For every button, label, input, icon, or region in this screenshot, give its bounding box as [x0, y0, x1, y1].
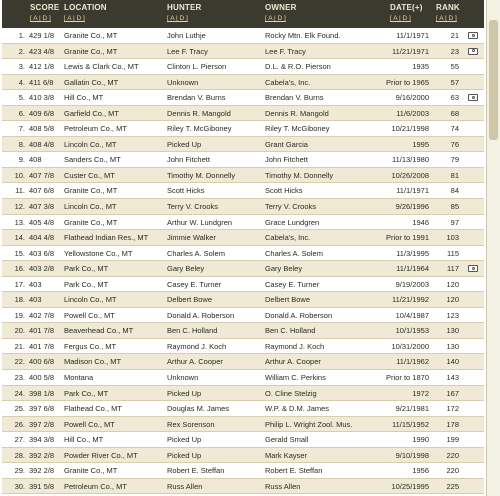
row-number: 26. — [14, 419, 25, 429]
table-header — [2, 0, 484, 28]
row-photo-slot — [466, 152, 480, 167]
row-photo-slot — [466, 354, 480, 369]
row-date: 11/6/2003 — [396, 108, 429, 118]
row-location: Garfield Co., MT — [64, 108, 120, 118]
row-owner: Brendan V. Burns — [265, 93, 324, 103]
row-date: Prior to 1870 — [386, 373, 429, 383]
row-score: 423 4/8 — [29, 46, 55, 56]
row-score: 412 1/8 — [29, 62, 55, 72]
row-number: 22. — [14, 357, 25, 367]
row-date: 1995 — [412, 139, 429, 149]
row-hunter: Charles A. Solem — [167, 248, 225, 258]
table-row[interactable] — [2, 479, 484, 495]
row-hunter: Lee F. Tracy — [167, 46, 208, 56]
row-photo-slot — [466, 339, 480, 354]
row-score: 398 1/8 — [29, 388, 55, 398]
row-date: 10/4/1987 — [395, 310, 429, 320]
row-date: 11/21/1992 — [392, 295, 429, 305]
row-location: Beaverhead Co., MT — [64, 326, 134, 336]
row-owner: W.P. & D.M. James — [265, 404, 330, 414]
row-score: 403 — [29, 295, 42, 305]
table-row[interactable] — [2, 463, 484, 479]
row-location: Custer Co., MT — [64, 170, 115, 180]
row-score: 392 2/8 — [29, 466, 55, 476]
row-score: 401 7/8 — [29, 341, 55, 351]
row-location: Flathead Co., MT — [64, 404, 122, 414]
table-row[interactable] — [2, 199, 484, 215]
row-score: 408 4/8 — [29, 139, 55, 149]
row-date: 9/21/1981 — [395, 404, 429, 414]
row-owner: John Fitchett — [265, 155, 308, 165]
row-photo-slot — [466, 230, 480, 245]
row-date: 10/26/2008 — [391, 170, 429, 180]
row-photo-slot — [466, 432, 480, 447]
table-row[interactable] — [2, 121, 484, 137]
row-location: Montana — [64, 373, 94, 383]
row-rank: 130 — [446, 326, 459, 336]
row-hunter: Dennis R. Mangold — [167, 108, 231, 118]
row-number: 5. — [18, 93, 25, 103]
table-row[interactable] — [2, 59, 484, 75]
row-date: 10/31/2000 — [391, 341, 429, 351]
row-hunter: Scott Hicks — [167, 186, 205, 196]
row-number: 21. — [14, 341, 25, 351]
row-score: 403 2/8 — [29, 264, 55, 274]
table-row[interactable] — [2, 90, 484, 106]
table-row[interactable] — [2, 277, 484, 293]
row-hunter: Picked Up — [167, 435, 202, 445]
row-number: 15. — [14, 248, 25, 258]
row-hunter: Gary Beley — [167, 264, 205, 274]
row-date: 1972 — [412, 388, 429, 398]
row-photo-slot — [466, 370, 480, 385]
row-date: 11/1/1971 — [396, 31, 429, 40]
row-score: 409 6/8 — [29, 108, 55, 118]
row-date: 11/15/1952 — [392, 419, 429, 429]
row-number: 2. — [18, 46, 25, 56]
row-date: 11/21/1971 — [392, 46, 429, 56]
row-rank: 84 — [450, 186, 459, 196]
row-rank: 103 — [446, 233, 459, 243]
row-hunter: John Fitchett — [167, 155, 210, 165]
table-row[interactable] — [2, 354, 484, 370]
sort-hunter[interactable] — [167, 15, 188, 22]
row-owner: Donald A. Roberson — [265, 310, 333, 320]
row-location: Gallatin Co., MT — [64, 77, 119, 87]
row-hunter: Picked Up — [167, 388, 202, 398]
row-owner: Terry V. Crooks — [265, 202, 316, 212]
row-number: 10. — [14, 170, 25, 180]
row-photo-slot[interactable] — [466, 90, 480, 105]
row-photo-slot — [466, 137, 480, 152]
sort-score-link[interactable]: [ A | D ] — [30, 15, 51, 22]
row-rank: 130 — [446, 341, 459, 351]
row-owner: William C. Perkins — [265, 373, 326, 383]
row-hunter: Unknown — [167, 373, 199, 383]
row-photo-slot — [466, 386, 480, 401]
row-number: 18. — [14, 295, 25, 305]
row-date: 1935 — [412, 62, 429, 72]
row-hunter: Timothy M. Donnelly — [167, 170, 236, 180]
row-number: 11. — [15, 186, 25, 196]
table-row[interactable] — [2, 230, 484, 246]
row-owner: Raymond J. Koch — [265, 341, 325, 351]
row-rank: 178 — [446, 419, 459, 429]
row-photo-slot — [466, 183, 480, 198]
row-rank: 115 — [447, 248, 459, 258]
row-hunter: Rex Sorenson — [167, 419, 215, 429]
row-hunter: Ben C. Holland — [167, 326, 218, 336]
row-number: 12. — [14, 202, 25, 212]
table-row[interactable] — [2, 168, 484, 184]
row-location: Petroleum Co., MT — [64, 124, 127, 134]
row-date: 9/16/2000 — [395, 93, 429, 103]
table-row[interactable] — [2, 323, 484, 339]
row-hunter: Raymond J. Koch — [167, 341, 227, 351]
row-hunter: Casey E. Turner — [167, 279, 222, 289]
row-hunter: John Luthje — [167, 31, 206, 40]
row-location: Fergus Co., MT — [64, 341, 117, 351]
row-photo-slot — [466, 215, 480, 230]
scrollbar-thumb[interactable] — [489, 20, 498, 140]
row-location: Lewis & Clark Co., MT — [64, 62, 139, 72]
row-number: 3. — [18, 62, 25, 72]
row-number: 8. — [18, 139, 25, 149]
row-number: 29. — [14, 466, 25, 476]
row-location: Granite Co., MT — [64, 46, 118, 56]
row-hunter: Unknown — [167, 77, 199, 87]
sort-owner[interactable] — [265, 15, 286, 22]
row-number: 6. — [18, 108, 25, 118]
row-number: 19. — [14, 310, 25, 320]
row-rank: 57 — [450, 77, 459, 87]
row-owner: Russ Allen — [265, 481, 301, 491]
row-score: 401 7/8 — [29, 326, 55, 336]
row-hunter: Robert E. Steffan — [167, 466, 225, 476]
row-location: Powell Co., MT — [64, 419, 115, 429]
row-photo-slot — [466, 246, 480, 261]
row-location: Lincoln Co., MT — [64, 295, 117, 305]
row-owner: Gary Beley — [265, 264, 303, 274]
row-rank: 167 — [446, 388, 459, 398]
row-rank: 79 — [450, 155, 459, 165]
row-date: 1956 — [412, 466, 429, 476]
row-location: Park Co., MT — [64, 279, 109, 289]
row-number: 25. — [14, 404, 25, 414]
row-owner: Gerald Small — [265, 435, 309, 445]
row-score: 402 7/8 — [29, 310, 55, 320]
row-rank: 120 — [446, 295, 459, 305]
row-rank: 140 — [446, 357, 459, 367]
row-owner: Riley T. McGiboney — [265, 124, 330, 134]
row-photo-slot — [466, 463, 480, 478]
row-number: 27. — [14, 435, 25, 445]
table-row[interactable] — [2, 183, 484, 199]
col-header-hunter: HUNTER — [167, 3, 202, 12]
row-rank: 172 — [446, 404, 459, 414]
col-header-location: LOCATION — [64, 3, 107, 12]
row-photo-slot — [466, 121, 480, 136]
row-date: 10/1/1953 — [395, 326, 429, 336]
row-rank: 123 — [446, 310, 459, 320]
row-owner: Cabela's, Inc. — [265, 233, 311, 243]
table-row[interactable] — [2, 292, 484, 308]
row-hunter: Arthur W. Lundgren — [167, 217, 233, 227]
row-rank: 199 — [446, 435, 459, 445]
row-location: Powder River Co., MT — [64, 450, 138, 460]
row-photo-slot — [466, 448, 480, 463]
row-owner: Scott Hicks — [265, 186, 303, 196]
camera-icon[interactable] — [468, 32, 478, 39]
row-hunter: Donald A. Roberson — [167, 310, 235, 320]
row-number: 20. — [14, 326, 25, 336]
row-date: 10/25/1995 — [391, 481, 429, 491]
row-score: 400 6/8 — [29, 357, 55, 367]
row-date: 1990 — [412, 435, 429, 445]
row-hunter: Riley T. McGiboney — [167, 124, 232, 134]
row-hunter: Douglas M. James — [167, 404, 230, 414]
row-location: Lincoln Co., MT — [64, 202, 117, 212]
row-photo-slot — [466, 59, 480, 74]
row-location: Granite Co., MT — [64, 217, 118, 227]
row-owner: Mark Kayser — [265, 450, 308, 460]
row-date: 11/1/1962 — [396, 357, 429, 367]
sort-date-link[interactable]: [ A | D ] — [390, 15, 411, 22]
row-photo-slot — [466, 277, 480, 292]
row-rank: 23 — [450, 46, 459, 56]
row-date: 11/1/1964 — [396, 264, 429, 274]
row-owner: Ben C. Holland — [265, 326, 316, 336]
row-owner: Cabela's, Inc. — [265, 77, 311, 87]
col-header-rank: RANK — [436, 3, 460, 12]
col-num — [8, 3, 10, 12]
row-photo-slot[interactable] — [466, 44, 480, 59]
row-number: 16. — [14, 264, 25, 274]
row-owner: O. Cline Stelzig — [265, 388, 317, 398]
row-rank: 76 — [450, 139, 459, 149]
row-owner: Dennis R. Mangold — [265, 108, 329, 118]
row-number: 28. — [14, 450, 25, 460]
row-score: 403 6/8 — [29, 248, 55, 258]
row-hunter: Brendan V. Burns — [167, 93, 226, 103]
row-rank: 220 — [446, 466, 459, 476]
row-date: 11/3/1995 — [396, 248, 429, 258]
camera-icon[interactable] — [468, 94, 478, 101]
row-date: 9/26/1996 — [395, 202, 429, 212]
row-hunter: Picked Up — [167, 139, 202, 149]
camera-icon[interactable] — [468, 265, 478, 272]
row-photo-slot — [466, 292, 480, 307]
sort-location-link[interactable]: [ A | D ] — [64, 15, 85, 22]
row-owner: Arthur A. Cooper — [265, 357, 321, 367]
row-location: Flathead Indian Res., MT — [64, 233, 149, 243]
row-date: 1946 — [412, 217, 429, 227]
row-hunter: Russ Allen — [167, 481, 203, 491]
sort-hunter-link[interactable]: [ A | D ] — [167, 15, 188, 22]
row-number: 9. — [18, 155, 25, 165]
sort-date[interactable] — [390, 15, 411, 22]
table-row[interactable] — [2, 370, 484, 386]
row-rank: 74 — [450, 124, 459, 134]
row-location: Granite Co., MT — [64, 466, 118, 476]
sort-rank-link[interactable]: [ A | D ] — [436, 15, 457, 22]
row-score: 392 2/8 — [29, 450, 55, 460]
row-photo-slot — [466, 323, 480, 338]
row-location: Powell Co., MT — [64, 310, 115, 320]
row-score: 391 5/8 — [29, 481, 55, 491]
row-photo-slot — [466, 75, 480, 90]
row-photo-slot — [466, 417, 480, 432]
row-date: 10/21/1998 — [391, 124, 429, 134]
row-location: Park Co., MT — [64, 388, 109, 398]
sort-score[interactable] — [30, 15, 51, 22]
row-location: Granite Co., MT — [64, 186, 118, 196]
col-header-score: SCORE — [30, 3, 60, 12]
row-photo-slot[interactable] — [466, 261, 480, 276]
table-row[interactable] — [2, 246, 484, 262]
table-row[interactable] — [2, 386, 484, 402]
table-row[interactable] — [2, 137, 484, 153]
row-rank: 68 — [450, 108, 459, 118]
row-hunter: Jimmie Walker — [167, 233, 216, 243]
row-owner: Delbert Bowe — [265, 295, 311, 305]
row-number: 7. — [18, 124, 25, 134]
table-body — [2, 28, 484, 494]
row-hunter: Clinton L. Pierson — [167, 62, 227, 72]
row-owner: Casey E. Turner — [265, 279, 320, 289]
row-score: 400 5/8 — [29, 373, 55, 383]
row-location: Lincoln Co., MT — [64, 139, 117, 149]
table-row[interactable] — [2, 417, 484, 433]
row-score: 405 4/8 — [29, 217, 55, 227]
row-score: 407 7/8 — [29, 170, 55, 180]
row-location: Hill Co., MT — [64, 435, 104, 445]
sort-owner-link[interactable]: [ A | D ] — [265, 15, 286, 22]
col-header-date: DATE(+) — [390, 3, 423, 12]
table-row[interactable] — [2, 152, 484, 168]
row-number: 24. — [14, 388, 25, 398]
row-location: Petroleum Co., MT — [64, 481, 127, 491]
row-photo-slot — [466, 168, 480, 183]
row-number: 14. — [14, 233, 25, 243]
table-row[interactable] — [2, 432, 484, 448]
row-location: Granite Co., MT — [64, 31, 118, 40]
row-date: 9/19/2003 — [395, 279, 429, 289]
row-rank: 85 — [450, 202, 459, 212]
row-number: 17. — [14, 279, 25, 289]
table-row[interactable] — [2, 401, 484, 417]
row-score: 411 6/8 — [29, 77, 54, 87]
row-location: Madison Co., MT — [64, 357, 122, 367]
table-row[interactable] — [2, 106, 484, 122]
row-owner: Rocky Mtn. Elk Found. — [265, 31, 341, 40]
row-location: Yellowstone Co., MT — [64, 248, 133, 258]
table-row[interactable] — [2, 308, 484, 324]
row-number: 23. — [14, 373, 25, 383]
row-score: 408 — [29, 155, 42, 165]
row-location: Park Co., MT — [64, 264, 109, 274]
sort-location[interactable] — [64, 15, 85, 22]
row-score: 407 6/8 — [29, 186, 55, 196]
table-row[interactable] — [2, 448, 484, 464]
row-owner: D.L. & R.O. Pierson — [265, 62, 331, 72]
row-hunter: Arthur A. Cooper — [167, 357, 223, 367]
row-rank: 117 — [447, 264, 459, 274]
row-owner: Grace Lundgren — [265, 217, 320, 227]
row-score: 408 5/8 — [29, 124, 55, 134]
row-owner: Robert E. Steffan — [265, 466, 323, 476]
row-date: 11/1/1971 — [396, 186, 429, 196]
row-hunter: Picked Up — [167, 450, 202, 460]
row-rank: 97 — [450, 217, 459, 227]
row-photo-slot — [466, 199, 480, 214]
row-owner: Lee F. Tracy — [265, 46, 306, 56]
row-number: 1. — [18, 31, 25, 40]
row-owner: Charles A. Solem — [265, 248, 323, 258]
row-rank: 21 — [450, 31, 459, 40]
row-photo-slot — [466, 308, 480, 323]
table-row[interactable] — [2, 28, 484, 44]
row-owner: Grant Garcia — [265, 139, 308, 149]
row-score: 404 4/8 — [29, 233, 55, 243]
table-row[interactable] — [2, 339, 484, 355]
table-row[interactable] — [2, 215, 484, 231]
table-row[interactable] — [2, 44, 484, 60]
row-score: 397 6/8 — [29, 404, 55, 414]
row-rank: 220 — [446, 450, 459, 460]
col-header-owner: OWNER — [265, 3, 297, 12]
row-photo-slot — [466, 401, 480, 416]
row-score: 429 1/8 — [29, 31, 55, 40]
row-score: 407 3/8 — [29, 202, 55, 212]
row-hunter: Terry V. Crooks — [167, 202, 218, 212]
row-date: 11/13/1980 — [392, 155, 429, 165]
row-owner: Timothy M. Donnelly — [265, 170, 334, 180]
row-rank: 225 — [446, 481, 459, 491]
row-rank: 120 — [446, 279, 459, 289]
row-location: Hill Co., MT — [64, 93, 104, 103]
row-rank: 81 — [450, 170, 459, 180]
camera-icon[interactable] — [468, 48, 478, 55]
row-score: 410 3/8 — [29, 93, 55, 103]
row-score: 403 — [29, 279, 42, 289]
row-number: 4. — [18, 77, 25, 87]
row-number: 13. — [14, 217, 25, 227]
row-location: Sanders Co., MT — [64, 155, 121, 165]
row-photo-slot — [466, 479, 480, 494]
sort-rank[interactable] — [436, 15, 457, 22]
row-date: 9/10/1998 — [395, 450, 429, 460]
row-hunter: Delbert Bowe — [167, 295, 213, 305]
row-owner: Philip L. Wright Zool. Mus. — [265, 419, 353, 429]
row-photo-slot — [466, 106, 480, 121]
table-row[interactable] — [2, 75, 484, 91]
vertical-scrollbar[interactable] — [486, 0, 500, 496]
row-rank: 63 — [450, 93, 459, 103]
table-row[interactable] — [2, 261, 484, 277]
row-score: 394 3/8 — [29, 435, 55, 445]
row-photo-slot[interactable] — [466, 28, 480, 43]
row-rank: 143 — [446, 373, 459, 383]
row-number: 30. — [14, 481, 25, 491]
row-date: Prior to 1965 — [386, 77, 429, 87]
row-rank: 55 — [450, 62, 459, 72]
row-date: Prior to 1991 — [386, 233, 429, 243]
row-score: 397 2/8 — [29, 419, 55, 429]
